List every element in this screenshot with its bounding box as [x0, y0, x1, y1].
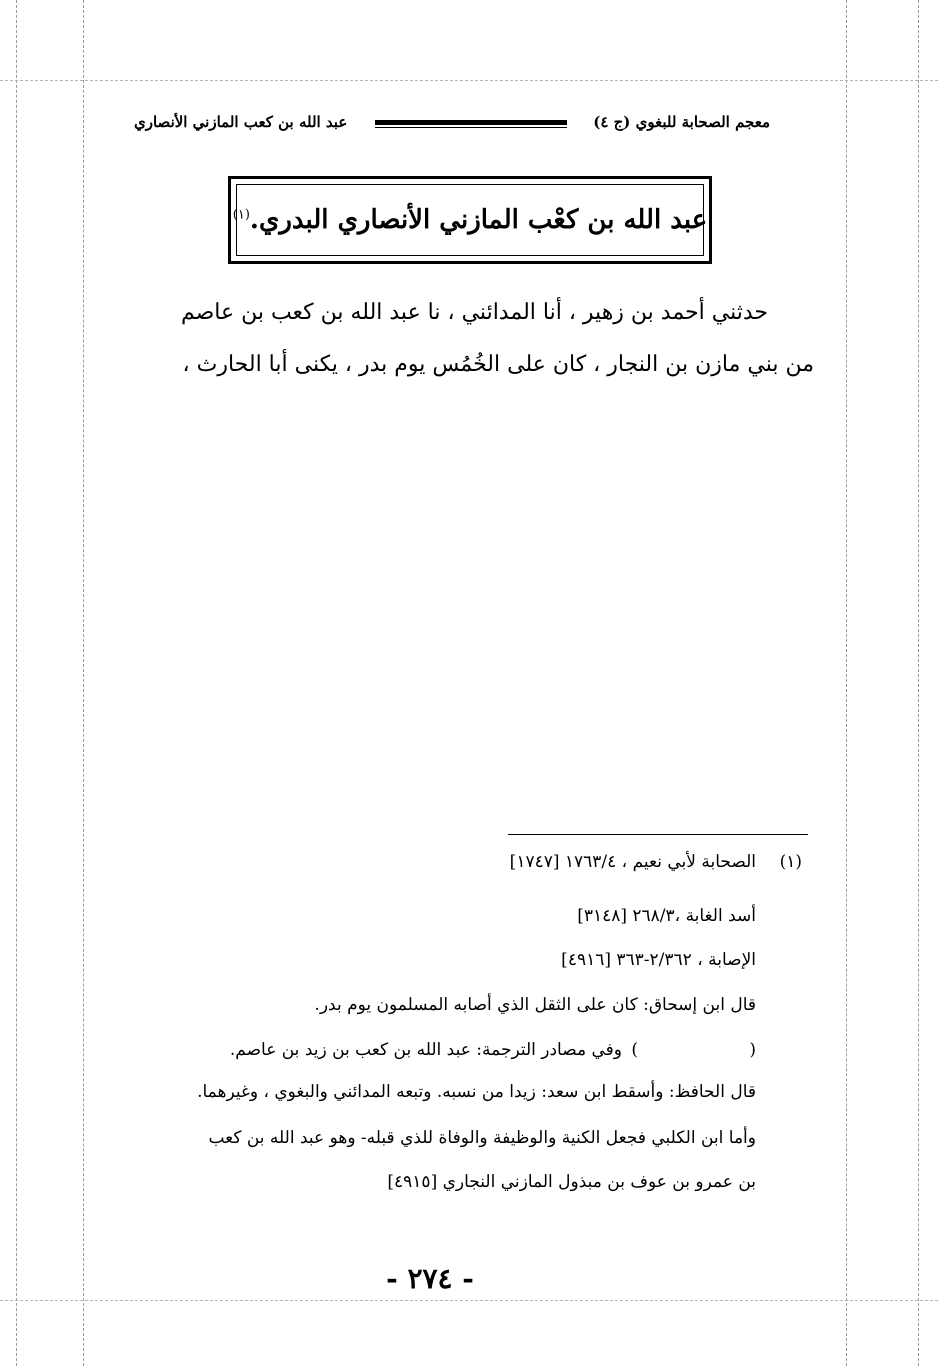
footnote-line: الصحابة لأبي نعيم ، ١٧٦٣/٤ [١٧٤٧]: [509, 852, 756, 872]
body-line: من بني مازن بن النجار ، كان على الخُمُس يوم بدر ، يكنى أبا الحارث ،: [182, 352, 814, 377]
scan-guide-line: [0, 1300, 938, 1301]
footnote-reference: (١): [232, 207, 250, 223]
page-number: - ٢٧٤ -: [386, 1262, 474, 1295]
header-rule: [375, 127, 567, 128]
scan-guide-line: [0, 80, 938, 81]
scan-guide-line: [16, 0, 17, 1366]
scan-guide-line: [83, 0, 84, 1366]
scan-guide-line: [846, 0, 847, 1366]
header-rule: [375, 120, 567, 125]
entry-title-frame: [232, 184, 708, 256]
entry-title-box: [228, 176, 712, 264]
entry-title-text: عبد الله بن كعْب المازني الأنصاري البدري.: [249, 205, 708, 235]
footnote-paren-close: ): [631, 1040, 638, 1060]
header-entry-title: عبد الله بن كعب المازني الأنصاري: [134, 113, 348, 131]
entry-title: [233, 205, 707, 235]
footnote-line: وأما ابن الكلبي فجعل الكنية والوظيفة والوفاة للذي قبله- وهو عبد الله بن كعب: [208, 1128, 756, 1148]
running-header: [130, 110, 770, 140]
footnote-line: أسد الغابة ،٢٦٨/٣ [٣١٤٨]: [577, 906, 756, 926]
footnote-separator: [508, 834, 808, 835]
footnote-line: قال الحافظ: وأسقط ابن سعد: زيدا من نسبه. وتبعه المدائني والبغوي ، وغيرهما.: [197, 1082, 756, 1102]
footnote-line: بن عمرو بن عوف بن مبذول المازني النجاري [٤٩١٥]: [387, 1172, 756, 1192]
footnote-paren-open: (: [749, 1040, 756, 1060]
footnote-line: قال ابن إسحاق: كان على الثقل الذي أصابه المسلمون يوم بدر.: [314, 995, 756, 1015]
footnote-marker: (١): [779, 852, 802, 872]
footnote-line: وفي مصادر الترجمة: عبد الله بن كعب بن زيد بن عاصم.: [229, 1040, 622, 1060]
body-line: حدثني أحمد بن زهير ، أنا المدائني ، نا عبد الله بن كعب بن عاصم: [180, 300, 768, 325]
footnote-line: الإصابة ، ٢/٣٦٢-٣٦٣ [٤٩١٦]: [561, 950, 756, 970]
scan-guide-line: [918, 0, 919, 1366]
header-book-title: معجم الصحابة للبغوي (ج ٤): [593, 113, 770, 131]
